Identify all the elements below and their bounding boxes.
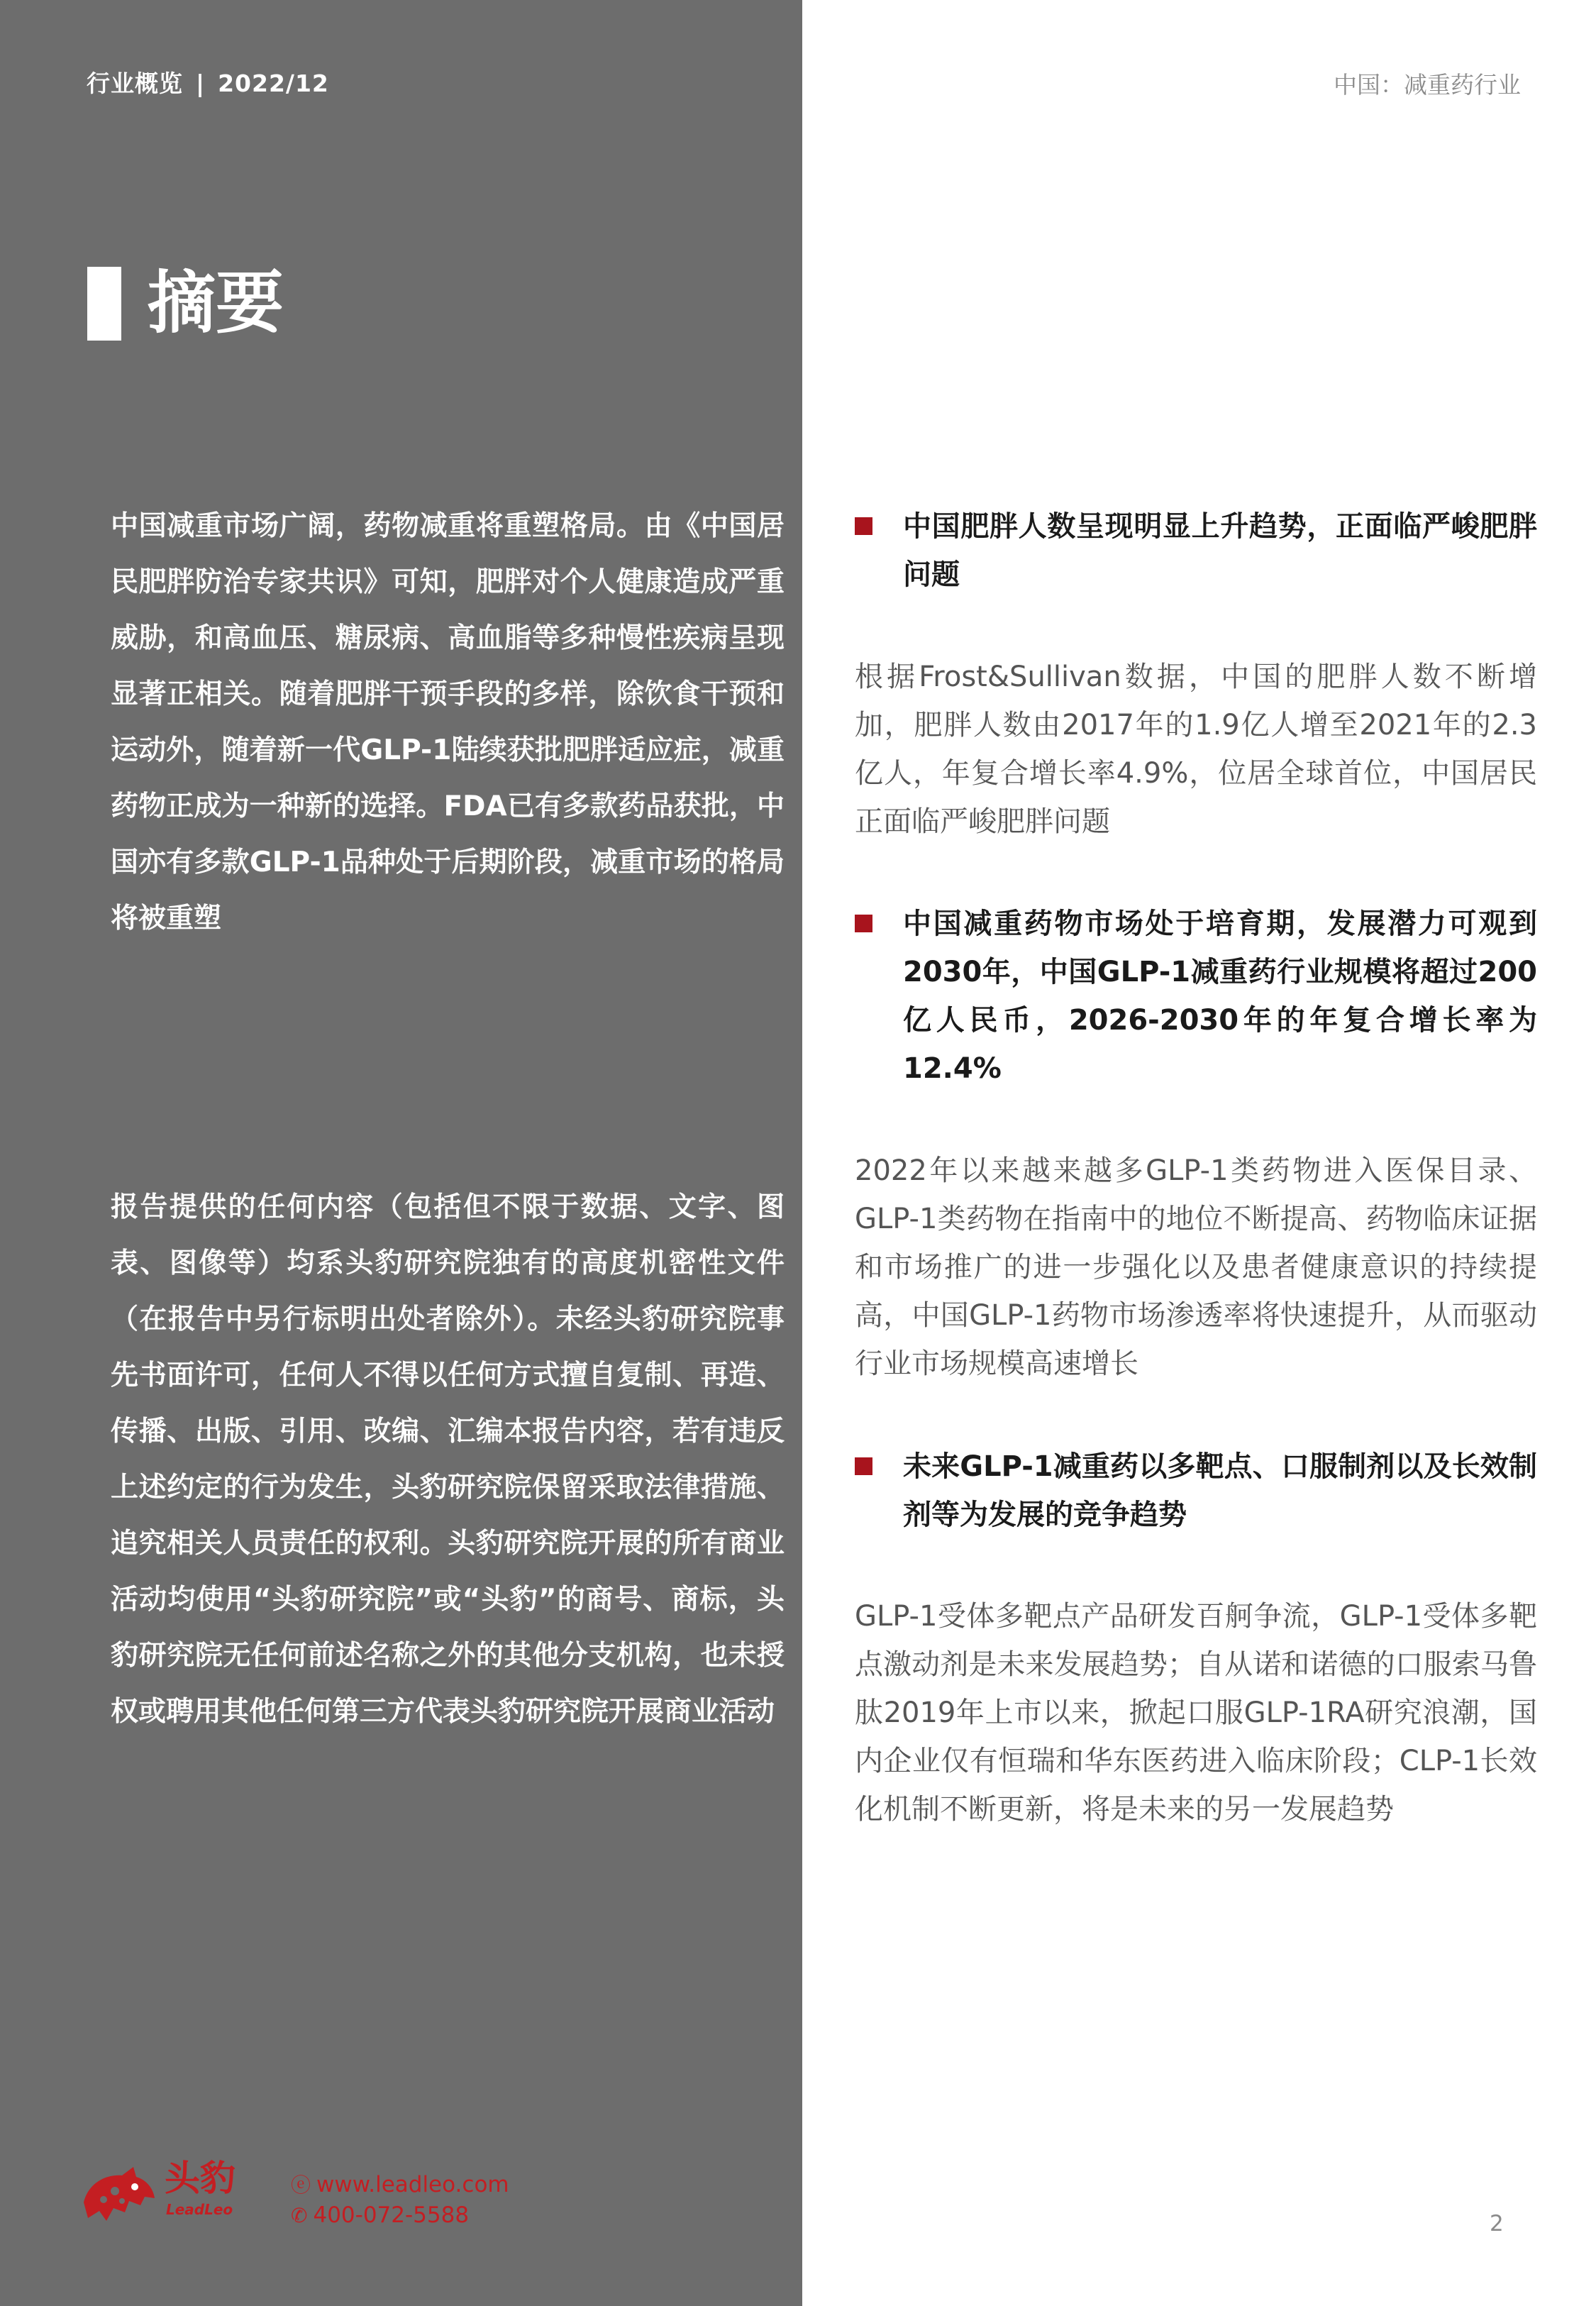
header-category: 行业概览 xyxy=(87,70,183,97)
section-1-body: 根据Frost&Sullivan数据，中国的肥胖人数不断增加，肥胖人数由2017年的1.9亿人增至2021年的2.3亿人，年复合增长率4.9%，位居全球首位，中国居民正面临严峻肥胖问题 xyxy=(855,661,1537,838)
section-3-body: GLP-1受体多靶点产品研发百舸争流，GLP-1受体多靶点激动剂是未来发展趋势；自从诺和诺德的口服索马鲁肽2019年上市以来，掀起口服GLP-1RA研究浪潮，国内企业仅有恒瑞和华东医药进入临床阶段；CLP-1长效化机制不断更新，将是未来的另一发展趋势 xyxy=(855,1600,1537,1826)
header-category-date xyxy=(87,65,329,99)
title-marker-bar xyxy=(87,267,121,341)
phone-icon: ✆ xyxy=(291,2204,308,2227)
bullet-square-icon xyxy=(855,1457,872,1475)
web-icon: ⓔ xyxy=(291,2173,311,2197)
page-title: 摘要 xyxy=(148,263,284,343)
section-2-heading xyxy=(855,900,1537,1093)
phone-text: 400-072-5588 xyxy=(313,2202,470,2228)
section-3-heading xyxy=(855,1442,1537,1539)
section-2-body: 2022年以来越来越多GLP-1类药物进入医保目录、GLP-1类药物在指南中的地位不断提高、药物临床证据和市场推广的进一步强化以及患者健康意识的持续提高，中国GLP-1药物市场渗透率将快速提升，从而驱动行业市场规模高速增长 xyxy=(855,1154,1537,1380)
logo-english-name: LeadLeo xyxy=(166,2201,233,2218)
section-1-title: 中国肥胖人数呈现明显上升趋势，正面临严峻肥胖问题 xyxy=(903,510,1537,591)
header-date: 2022/12 xyxy=(218,70,329,97)
bullet-square-icon xyxy=(855,517,872,535)
intro-paragraph: 中国减重市场广阔，药物减重将重塑格局。由《中国居民肥胖防治专家共识》可知，肥胖对个人健康造成严重威胁，和高血压、糖尿病、高血脂等多种慢性疾病呈现显著正相关。随着肥胖干预手段的多样，除饮食干预和运动外，随着新一代GLP-1陆续获批肥胖适应症，减重药物正成为一种新的选择。FDA已有多款药品获批，中国亦有多款GLP-1品种处于后期阶段，减重市场的格局将被重塑 xyxy=(111,510,785,934)
logo-phone xyxy=(291,2202,469,2228)
page-number: 2 xyxy=(1490,2211,1504,2236)
section-2-title: 中国减重药物市场处于培育期，发展潜力可观到2030年，中国GLP-1减重药行业规模将超过200亿人民币，2026-2030年的年复合增长率为12.4% xyxy=(903,907,1537,1085)
website-text: www.leadleo.com xyxy=(316,2172,509,2197)
logo-website xyxy=(291,2170,509,2198)
bullet-square-icon xyxy=(855,915,872,932)
section-3-title: 未来GLP-1减重药以多靶点、口服制剂以及长效制剂等为发展的竞争趋势 xyxy=(903,1450,1537,1531)
header-separator: | xyxy=(196,70,206,97)
leadleo-logo xyxy=(78,2157,509,2235)
logo-chinese-name: 头豹 xyxy=(165,2158,235,2199)
section-1-heading xyxy=(855,502,1537,599)
header-report-title: 中国：减重药行业 xyxy=(1334,71,1521,99)
leopard-icon xyxy=(78,2158,157,2229)
disclaimer-paragraph: 报告提供的任何内容（包括但不限于数据、文字、图表、图像等）均系头豹研究院独有的高度机密性文件（在报告中另行标明出处者除外）。未经头豹研究院事先书面许可，任何人不得以任何方式擅自复制、再造、传播、出版、引用、改编、汇编本报告内容，若有违反上述约定的行为发生，头豹研究院保留采取法律措施、追究相关人员责任的权利。头豹研究院开展的所有商业活动均使用“头豹研究院”或“头豹”的商号、商标，头豹研究院无任何前述名称之外的其他分支机构，也未授权或聘用其他任何第三方代表头豹研究院开展商业活动 xyxy=(111,1191,785,1728)
